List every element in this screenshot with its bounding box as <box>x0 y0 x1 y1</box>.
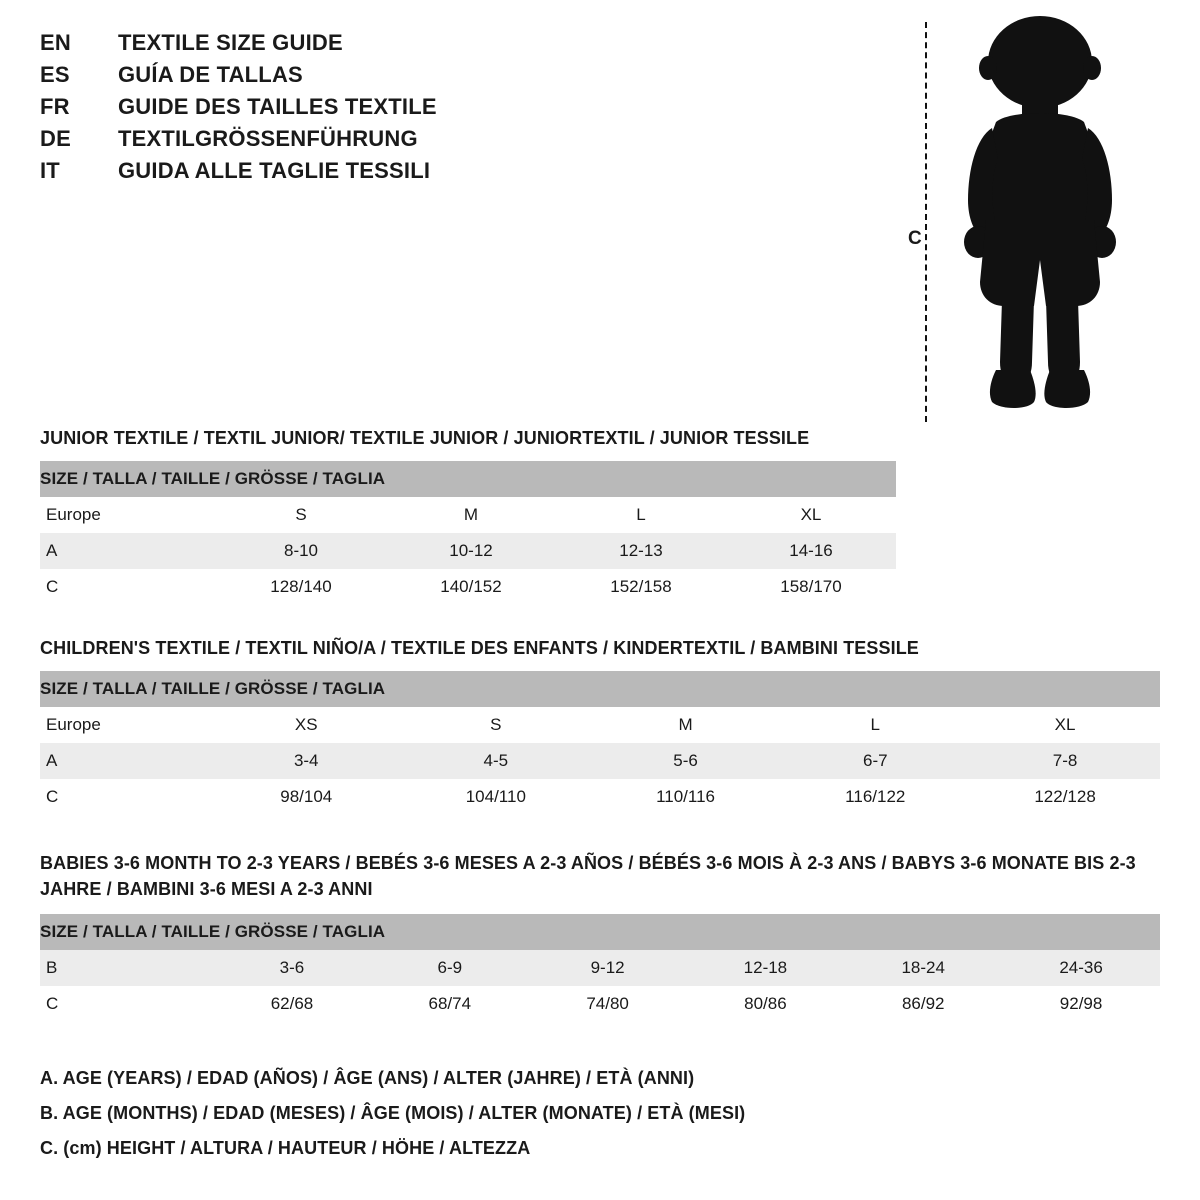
junior-size-table <box>40 461 896 605</box>
language-title: TEXTILE SIZE GUIDE <box>118 30 343 55</box>
table-row <box>40 497 896 533</box>
cell-value: 110/116 <box>591 779 781 815</box>
footnotes-block <box>40 1068 1140 1173</box>
cell-value: 68/74 <box>371 986 529 1022</box>
cell-value: 24-36 <box>1002 950 1160 986</box>
footnote-c: C. (cm) HEIGHT / ALTURA / HAUTEUR / HÖHE / ALTEZZA <box>40 1138 531 1158</box>
language-title: TEXTILGRÖSSENFÜHRUNG <box>118 126 418 151</box>
language-row <box>40 62 580 88</box>
cell-value: 92/98 <box>1002 986 1160 1022</box>
size-header: XS <box>212 707 401 743</box>
language-code: IT <box>40 158 60 183</box>
toddler-silhouette-icon <box>930 10 1150 425</box>
cell-value: 3-4 <box>212 743 401 779</box>
cell-value: 12-13 <box>556 533 726 569</box>
table-row <box>40 707 1160 743</box>
cell-value: 5-6 <box>591 743 781 779</box>
figure-area <box>900 10 1180 430</box>
cell-value: 4-5 <box>401 743 591 779</box>
cell-value: 12-18 <box>687 950 845 986</box>
size-header: S <box>216 497 386 533</box>
cell-value: 152/158 <box>556 569 726 605</box>
table-row <box>40 986 1160 1022</box>
region-label: Europe <box>40 497 216 533</box>
cell-value: 74/80 <box>529 986 687 1022</box>
table-row <box>40 569 896 605</box>
size-header: M <box>386 497 556 533</box>
table-row <box>40 950 1160 986</box>
language-code: FR <box>40 94 70 119</box>
row-label: B <box>40 950 213 986</box>
size-header: M <box>591 707 781 743</box>
language-row <box>40 126 580 152</box>
section-title: JUNIOR TEXTILE / TEXTIL JUNIOR/ TEXTILE JUNIOR / JUNIORTEXTIL / JUNIOR TESSILE <box>40 428 810 448</box>
language-code: DE <box>40 126 71 151</box>
table-band-row <box>40 671 1160 707</box>
section-title: BABIES 3-6 MONTH TO 2-3 YEARS / BEBÉS 3-6 MESES A 2-3 AÑOS / BÉBÉS 3-6 MOIS À 2-3 ANS / BABYS 3-6 MONATE BIS 2-3 JAHRE / BAMBINI 3-6 MESI A 2-3 ANNI <box>40 853 1136 900</box>
table-row <box>40 743 1160 779</box>
cell-value: 14-16 <box>726 533 896 569</box>
cell-value: 10-12 <box>386 533 556 569</box>
cell-value: 6-7 <box>780 743 970 779</box>
cell-value: 80/86 <box>687 986 845 1022</box>
row-label: A <box>40 533 216 569</box>
section-children-textile <box>40 638 1160 815</box>
cell-value: 18-24 <box>844 950 1002 986</box>
language-title: GUÍA DE TALLAS <box>118 62 303 87</box>
cell-value: 7-8 <box>970 743 1160 779</box>
row-label: C <box>40 986 213 1022</box>
language-row <box>40 94 580 120</box>
cell-value: 104/110 <box>401 779 591 815</box>
language-row <box>40 158 580 184</box>
table-row <box>40 779 1160 815</box>
table-band-label: SIZE / TALLA / TAILLE / GRÖSSE / TAGLIA <box>40 461 896 497</box>
row-label: C <box>40 569 216 605</box>
size-header: XL <box>726 497 896 533</box>
cell-value: 8-10 <box>216 533 386 569</box>
region-label: Europe <box>40 707 212 743</box>
children-size-table <box>40 671 1160 815</box>
babies-size-table <box>40 914 1160 1022</box>
size-header: L <box>780 707 970 743</box>
table-band-row <box>40 461 896 497</box>
cell-value: 116/122 <box>780 779 970 815</box>
cell-value: 3-6 <box>213 950 371 986</box>
cell-value: 86/92 <box>844 986 1002 1022</box>
cell-value: 6-9 <box>371 950 529 986</box>
height-measure-label: C <box>908 228 922 249</box>
footnote-b: B. AGE (MONTHS) / EDAD (MESES) / ÂGE (MOIS) / ALTER (MONATE) / ETÀ (MESI) <box>40 1103 746 1123</box>
language-title: GUIDE DES TAILLES TEXTILE <box>118 94 437 119</box>
section-junior-textile <box>40 428 1160 605</box>
size-header: XL <box>970 707 1160 743</box>
language-row <box>40 30 580 56</box>
cell-value: 140/152 <box>386 569 556 605</box>
cell-value: 62/68 <box>213 986 371 1022</box>
language-code: EN <box>40 30 71 55</box>
language-title: GUIDA ALLE TAGLIE TESSILI <box>118 158 431 183</box>
table-band-label: SIZE / TALLA / TAILLE / GRÖSSE / TAGLIA <box>40 671 1160 707</box>
language-code: ES <box>40 62 70 87</box>
section-title: CHILDREN'S TEXTILE / TEXTIL NIÑO/A / TEXTILE DES ENFANTS / KINDERTEXTIL / BAMBINI TESSILE <box>40 638 919 658</box>
cell-value: 9-12 <box>529 950 687 986</box>
cell-value: 122/128 <box>970 779 1160 815</box>
cell-value: 158/170 <box>726 569 896 605</box>
row-label: C <box>40 779 212 815</box>
language-title-block <box>40 30 580 190</box>
size-header: S <box>401 707 591 743</box>
height-measure-line <box>925 22 927 422</box>
row-label: A <box>40 743 212 779</box>
cell-value: 98/104 <box>212 779 401 815</box>
table-band-label: SIZE / TALLA / TAILLE / GRÖSSE / TAGLIA <box>40 914 1160 950</box>
table-band-row <box>40 914 1160 950</box>
cell-value: 128/140 <box>216 569 386 605</box>
table-row <box>40 533 896 569</box>
size-header: L <box>556 497 726 533</box>
footnote-a: A. AGE (YEARS) / EDAD (AÑOS) / ÂGE (ANS) / ALTER (JAHRE) / ETÀ (ANNI) <box>40 1068 695 1088</box>
section-babies-textile <box>40 850 1160 1022</box>
